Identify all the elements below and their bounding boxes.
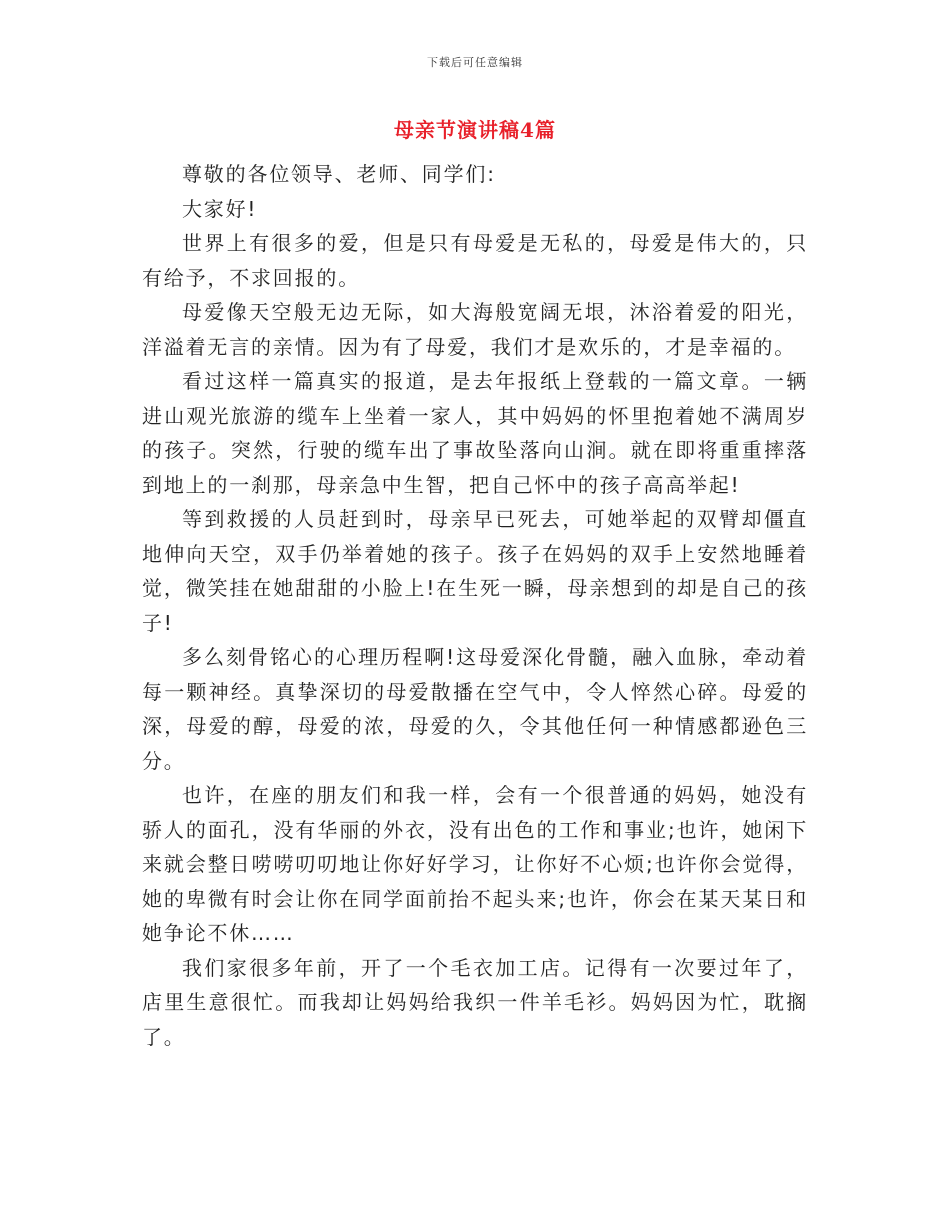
paragraph: 看过这样一篇真实的报道，是去年报纸上登载的一篇文章。一辆进山观光旅游的缆车上坐着一家人，其中妈妈的怀里抱着她不满周岁的孩子。突然，行驶的缆车出了事故坠落向山涧。就在即将重重摔落到地上的一刹那，母亲急中生智，把自己怀中的孩子高高举起! <box>142 369 808 497</box>
paragraph-salutation: 尊敬的各位领导、老师、同学们: <box>182 162 496 186</box>
document-title: 母亲节演讲稿4篇 <box>394 118 556 142</box>
paragraph: 也许，在座的朋友们和我一样，会有一个很普通的妈妈，她没有骄人的面孔，没有华丽的外衣，没有出色的工作和事业;也许，她闲下来就会整日唠唠叨叨地让你好好学习，让你好不心烦;也许你会觉得，她的卑微有时会让你在同学面前抬不起头来;也许，你会在某天某日和她争论不休…… <box>142 783 808 945</box>
paragraph: 等到救援的人员赶到时，母亲早已死去，可她举起的双臂却僵直地伸向天空，双手仍举着她的孩子。孩子在妈妈的双手上安然地睡着觉，微笑挂在她甜甜的小脸上!在生死一瞬，母亲想到的却是自己的孩子! <box>142 507 808 635</box>
paragraph-greeting: 大家好! <box>182 196 258 221</box>
paragraph: 我们家很多年前，开了一个毛衣加工店。记得有一次要过年了，店里生意很忙。而我却让妈妈给我织一件羊毛衫。妈妈因为忙，耽搁了。 <box>142 955 808 1049</box>
document-body <box>142 157 808 1054</box>
paragraph: 多么刻骨铭心的心理历程啊!这母爱深化骨髓，融入血脉，牵动着每一颗神经。真挚深切的母爱散播在空气中，令人悴然心碎。母爱的深，母爱的醇，母爱的浓，母爱的久，令其他任何一种情感都逊色三分。 <box>142 645 808 773</box>
header-note: 下载后可任意编辑 <box>427 56 523 69</box>
paragraph: 母爱像天空般无边无际，如大海般宽阔无垠，沐浴着爱的阳光，洋溢着无言的亲情。因为有了母爱，我们才是欢乐的，才是幸福的。 <box>142 300 808 359</box>
paragraph: 世界上有很多的爱，但是只有母爱是无私的，母爱是伟大的，只有给予，不求回报的。 <box>142 231 808 290</box>
